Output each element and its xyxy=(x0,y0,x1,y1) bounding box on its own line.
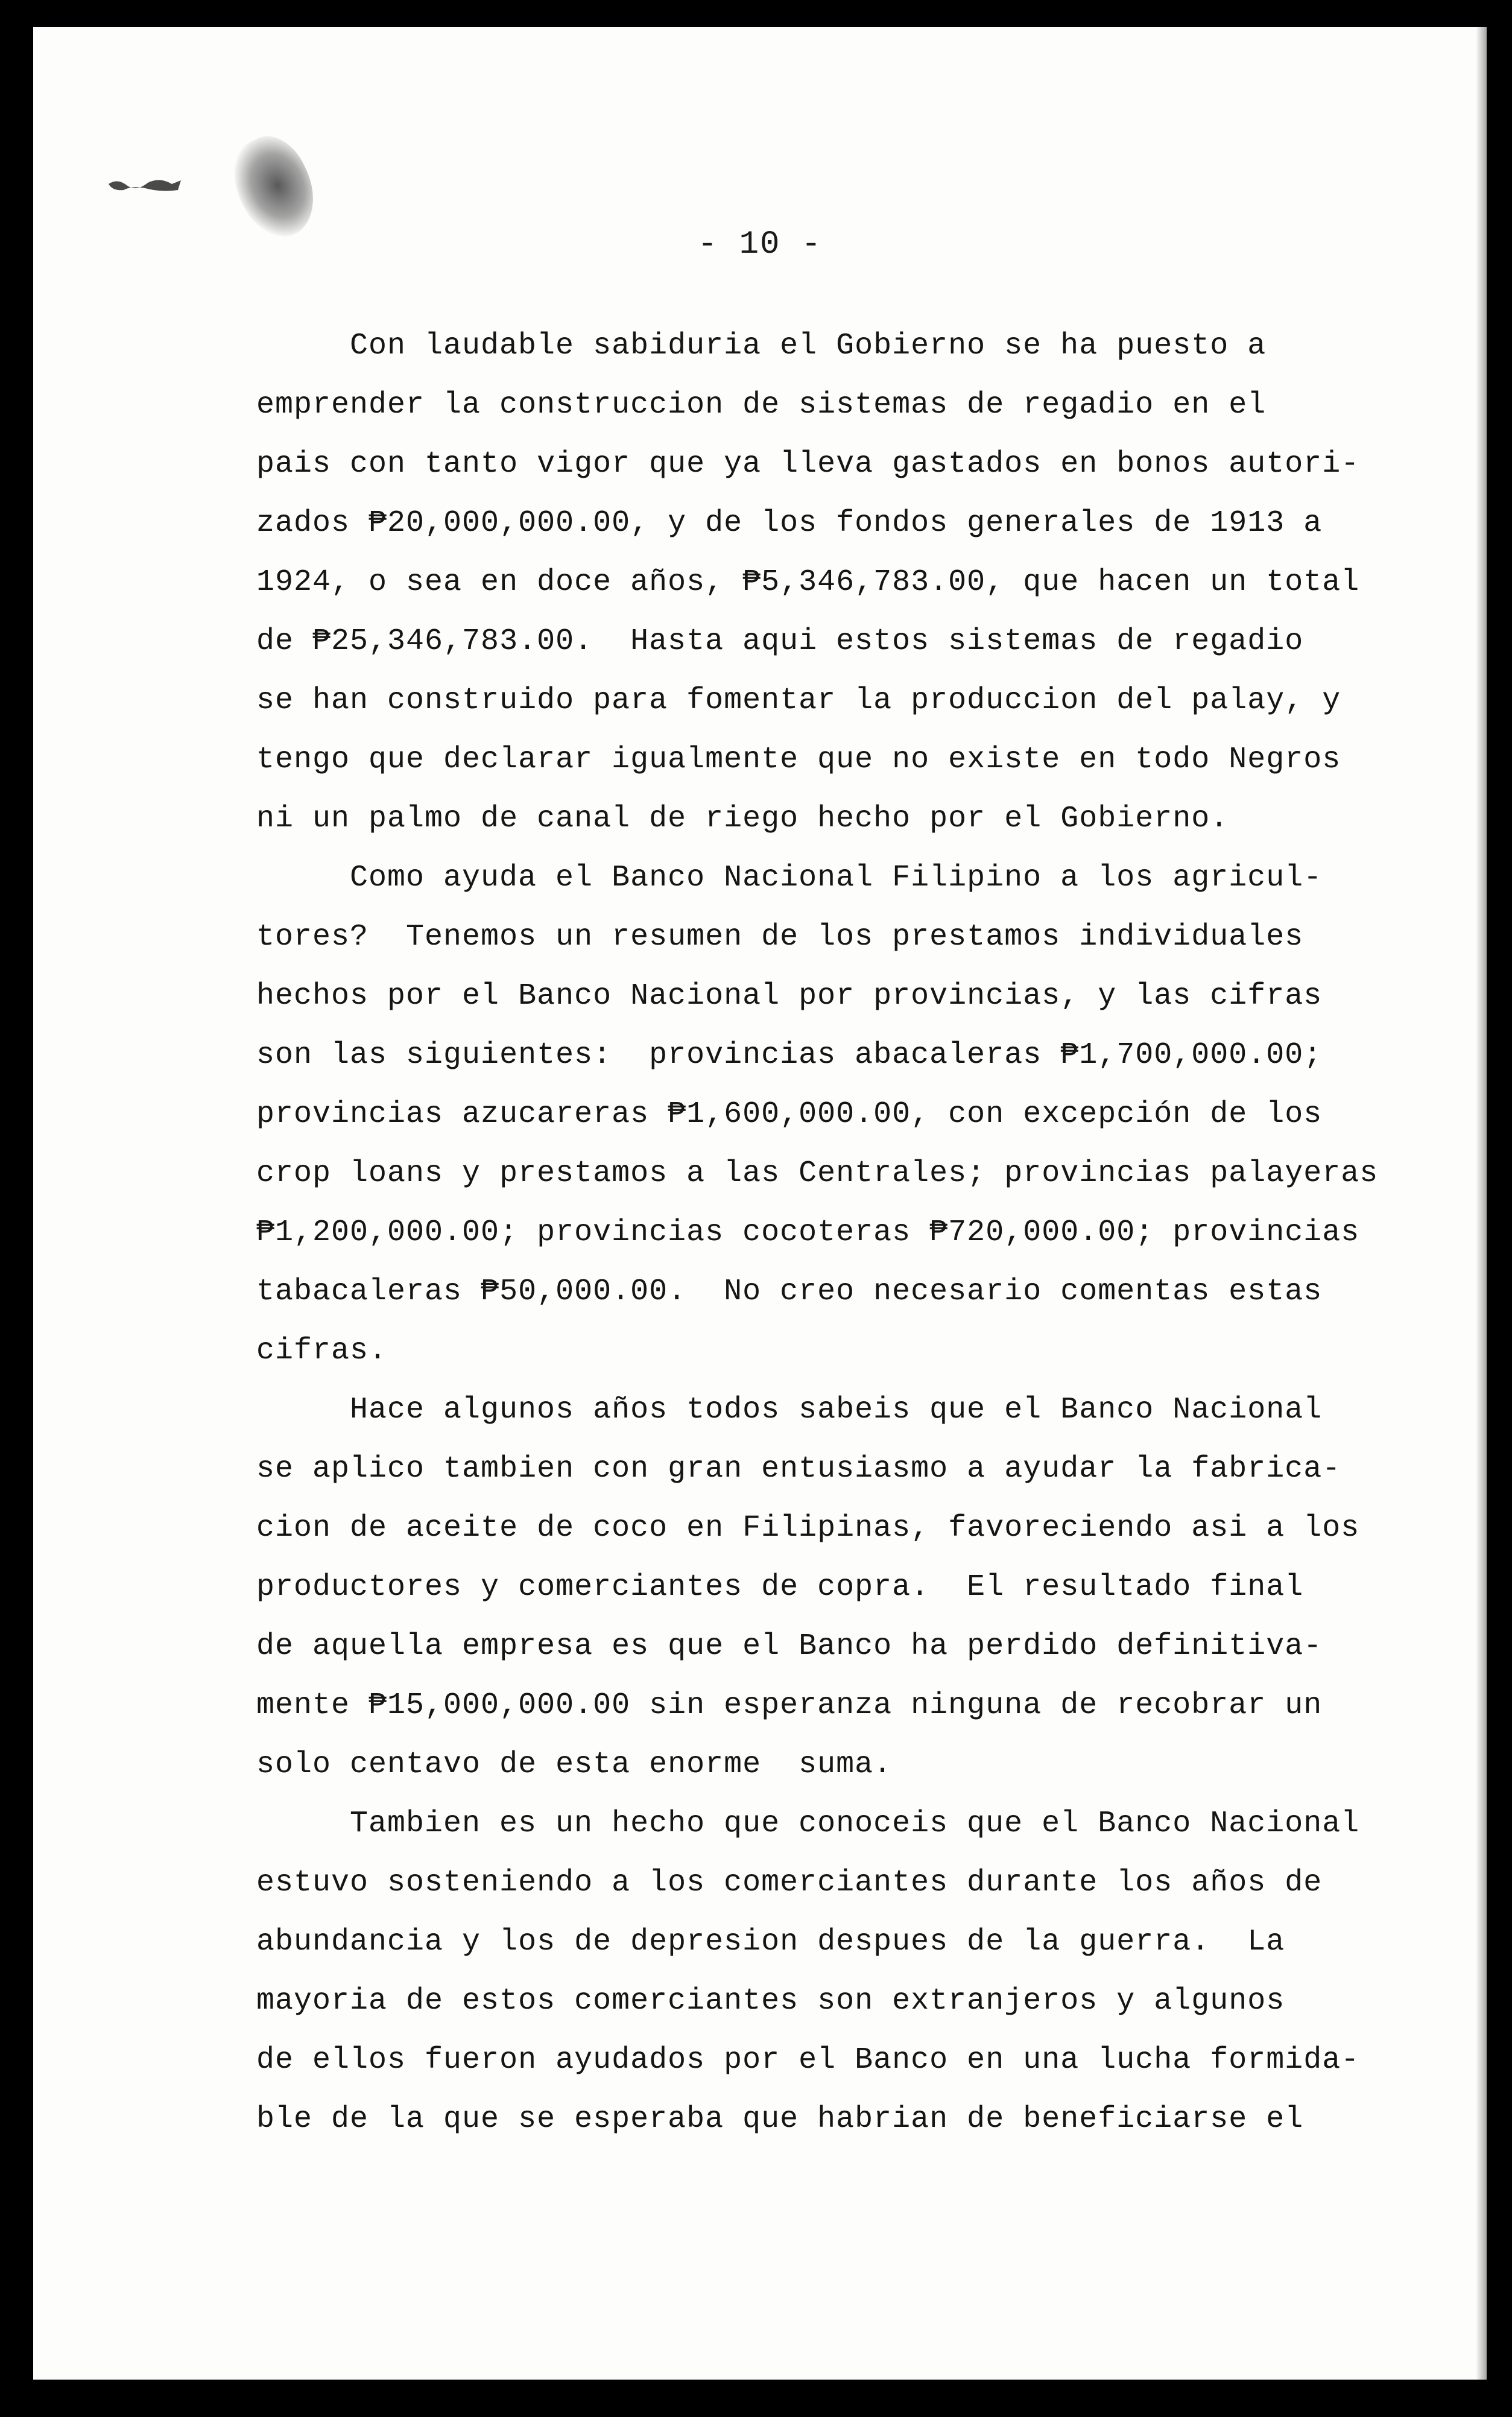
text-line: productores y comerciantes de copra. El resultado final xyxy=(256,1570,1304,1604)
text-line: tores? Tenemos un resumen de los prestamos individuales xyxy=(256,920,1304,954)
text-line: hechos por el Banco Nacional por provincias, y las cifras xyxy=(256,979,1323,1013)
text-line: zados ₱20,000,000.00, y de los fondos generales de 1913 a xyxy=(256,506,1323,540)
text-line: mayoria de estos comerciantes son extranjeros y algunos xyxy=(256,1984,1285,2018)
text-line: se aplico tambien con gran entusiasmo a ayudar la fabrica- xyxy=(256,1452,1341,1486)
page-number: - 10 - xyxy=(697,226,823,263)
text-line: ₱1,200,000.00; provincias cocoteras ₱720,000.00; provincias xyxy=(256,1215,1360,1250)
text-line: provincias azucareras ₱1,600,000.00, con excepción de los xyxy=(256,1097,1323,1132)
text-line: crop loans y prestamos a las Centrales; provincias palayeras xyxy=(256,1156,1379,1191)
text-line: Como ayuda el Banco Nacional Filipino a los agricul- xyxy=(350,861,1323,895)
text-line: solo centavo de esta enorme suma. xyxy=(256,1747,893,1782)
text-line: estuvo sosteniendo a los comerciantes durante los años de xyxy=(256,1866,1323,1900)
document-page xyxy=(33,27,1487,2380)
paragraph-2 xyxy=(256,849,1408,1381)
paragraph-4 xyxy=(256,1795,1408,2149)
text-line: cifras. xyxy=(256,1334,388,1368)
text-line: mente ₱15,000,000.00 sin esperanza ninguna de recobrar un xyxy=(256,1688,1323,1723)
text-line: abundancia y los de depresion despues de la guerra. La xyxy=(256,1925,1285,1959)
text-line: Con laudable sabiduria el Gobierno se ha puesto a xyxy=(350,329,1267,363)
text-line: 1924, o sea en doce años, ₱5,346,783.00, que hacen un total xyxy=(256,565,1360,600)
page-edge-shadow xyxy=(1476,27,1487,2380)
ink-stain-mark xyxy=(106,172,184,196)
text-line: de ₱25,346,783.00. Hasta aqui estos sistemas de regadio xyxy=(256,624,1304,659)
text-line: se han construido para fomentar la produccion del palay, y xyxy=(256,683,1341,718)
body-text xyxy=(256,317,1408,2149)
text-line: cion de aceite de coco en Filipinas, favoreciendo asi a los xyxy=(256,1511,1360,1545)
text-line: de aquella empresa es que el Banco ha perdido definitiva- xyxy=(256,1629,1323,1664)
text-line: ble de la que se esperaba que habrian de beneficiarse el xyxy=(256,2102,1304,2137)
text-line: emprender la construccion de sistemas de regadio en el xyxy=(256,388,1267,422)
text-line: Tambien es un hecho que conoceis que el Banco Nacional xyxy=(350,1807,1360,1841)
text-line: son las siguientes: provincias abacaleras ₱1,700,000.00; xyxy=(256,1038,1323,1072)
paragraph-3 xyxy=(256,1381,1408,1795)
text-line: tengo que declarar igualmente que no existe en todo Negros xyxy=(256,743,1341,777)
text-line: de ellos fueron ayudados por el Banco en una lucha formida- xyxy=(256,2043,1360,2077)
paragraph-1 xyxy=(256,317,1408,849)
text-line: ni un palmo de canal de riego hecho por el Gobierno. xyxy=(256,802,1229,836)
text-line: pais con tanto vigor que ya lleva gastados en bonos autori- xyxy=(256,447,1360,481)
text-line: Hace algunos años todos sabeis que el Banco Nacional xyxy=(350,1393,1323,1427)
text-line: tabacaleras ₱50,000.00. No creo necesario comentas estas xyxy=(256,1275,1323,1309)
